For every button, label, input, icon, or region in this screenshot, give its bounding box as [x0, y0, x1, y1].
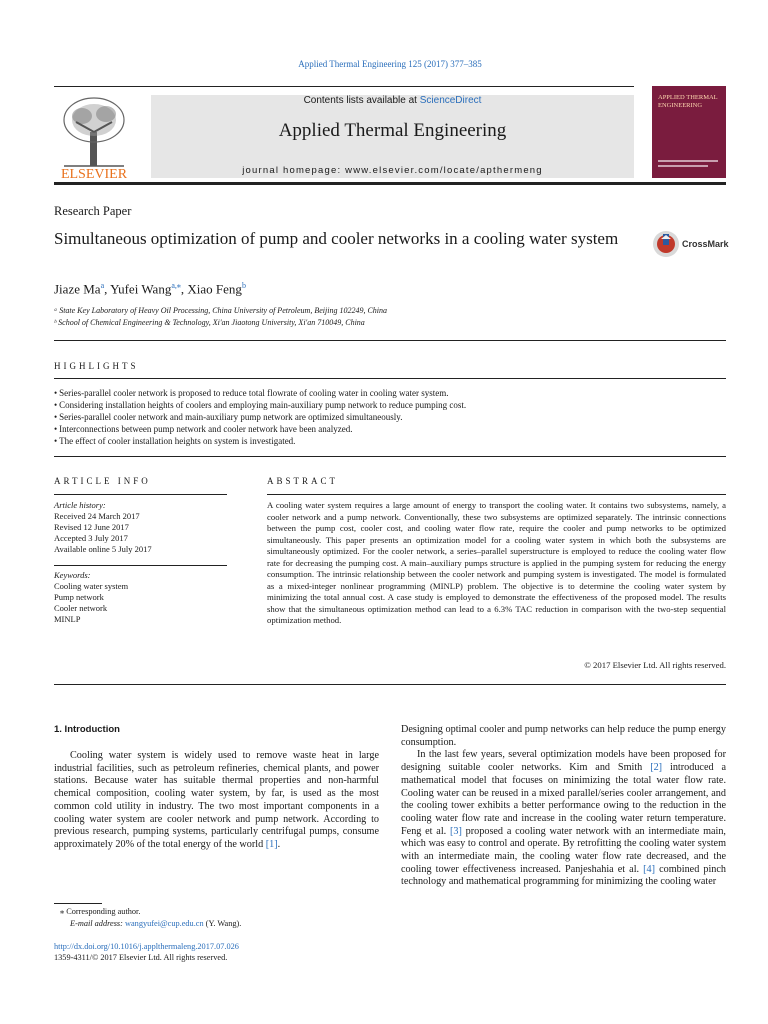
email-line [54, 918, 241, 930]
section-heading-introduction: 1. Introduction [54, 724, 120, 735]
cover-decoration [658, 165, 708, 167]
body-text: introduced a mathematical model that focuses on minimizing the total water flow rate. Cooling water can be reused in a mixed parallel/series cooler arrangement, and the cooling tower exhibits a better performance owing to the reduction in the cooling water flow rate and increase in the cooling water return temperature. Feng et al. [401, 762, 726, 837]
divider [54, 182, 726, 185]
body-paragraph [401, 749, 726, 889]
history-revised: Revised 12 June 2017 [54, 522, 129, 532]
keyword: Cooler network [54, 603, 108, 613]
author-affiliation-marker[interactable]: b [241, 281, 246, 290]
email-suffix: (Y. Wang). [203, 919, 242, 928]
abstract-text: A cooling water system requires a large amount of energy to transport the cooling water. It contains two subsystems, namely, a cooler network and a pump network. Conventionally, these two subsystems are optimized separately. The intrinsic connections between the pump cost, cooler cost, and cooling water flow rate, require the cooler and pump networks to be optimized simultaneously. This paper presents an optimization model for a cooling water system in which both the subsystems are simultaneously optimized. For the cooler network, a series–parallel superstructure is employed to reduce the cooling water flow rate for decreasing the pumping cost. A main–auxiliary pumps structure is applied in the pumping system for reducing the energy consumption. The intrinsic relationship between the cooler network and pumping system is investigated. The model is formulated as a mixed-integer nonlinear programming (MINLP) problem. The objective is to determine the cooling water system by minimizing the total annual cost. A case study is employed to demonstrate the effectiveness of the proposed model. The results show that the simultaneous optimization method can lead to a 6.3% TAC reduction in comparison with the two-step sequential optimization method. [267, 500, 726, 625]
abstract-copyright: © 2017 Elsevier Ltd. All rights reserved. [584, 660, 726, 670]
email-link[interactable]: wangyufei@cup.edu.cn [125, 919, 204, 928]
corresponding-author-note: ⁎ Corresponding author. [60, 907, 141, 916]
history-received: Received 24 March 2017 [54, 511, 140, 521]
divider [54, 378, 726, 379]
highlight-item: • Series-parallel cooler network and main-auxiliary pump network are optimized simultaneously. [54, 411, 726, 423]
author-separator: , [180, 281, 188, 297]
reference-link[interactable]: [2] [650, 762, 663, 774]
affiliation-a: ᵃ State Key Laboratory of Heavy Oil Processing, China University of Petroleum, Beijing 102249, China [54, 306, 387, 315]
footnote [54, 906, 241, 930]
doi-block [54, 941, 239, 963]
elsevier-wordmark: ELSEVIER [60, 167, 128, 180]
contents-prefix: Contents lists available at [303, 95, 420, 106]
body-paragraph [54, 750, 379, 852]
journal-homepage[interactable]: journal homepage: www.elsevier.com/locate/apthermeng [242, 165, 543, 176]
body-text: Cooling water system is widely used to remove waste heat in large industrial facilities, such as petroleum refineries, chemical plants, and power stations. Because water has suitable thermal properties and non-harmful chemical composition, cooling water system, by far, is used as the most common cold utility in industry. The two most important components in a cooling water system are cooler network and pump network. According to previous research, pumping systems, particularly centrifugal pumps, consume approximately 20% of the total energy of the world [54, 750, 379, 850]
highlights-list [54, 387, 726, 447]
author-affiliation-marker[interactable]: a,⁎ [171, 281, 181, 290]
journal-name: Applied Thermal Engineering [278, 120, 507, 141]
body-text: In the last few years, several optimization models have been proposed for designing suitable cooler networks. Kim and Smith [401, 749, 726, 774]
history-heading: Article history: [54, 500, 106, 510]
keywords-heading: Keywords: [54, 570, 91, 580]
keywords [54, 570, 227, 625]
article-info-heading: ARTICLE INFO [54, 476, 151, 486]
journal-cover-image [652, 86, 726, 178]
elsevier-logo [54, 92, 134, 180]
reference-link[interactable]: [4] [643, 863, 656, 875]
highlight-item: • The effect of cooler installation heights on system is investigated. [54, 435, 726, 447]
author-affiliation-marker[interactable]: a [100, 281, 105, 290]
divider [54, 903, 102, 904]
body-column-right [401, 724, 726, 889]
keyword: Pump network [54, 592, 104, 602]
highlight-item: • Considering installation heights of coolers and employing main-auxiliary pump network to reduce pumping cost. [54, 399, 726, 411]
highlights-heading: HIGHLIGHTS [54, 361, 139, 371]
citation-link[interactable]: Applied Thermal Engineering 125 (2017) 377–385 [298, 59, 482, 69]
email-label: E-mail address: [70, 919, 125, 928]
cover-title: APPLIED THERMAL ENGINEERING [658, 94, 718, 109]
abstract-heading: ABSTRACT [267, 476, 339, 486]
divider [54, 684, 726, 685]
article-history [54, 500, 227, 555]
sciencedirect-link[interactable]: ScienceDirect [419, 95, 482, 106]
divider [54, 456, 726, 457]
body-text: combined pinch technology and mathematical programming for minimizing the cooling water [401, 863, 726, 888]
body-text: . [277, 838, 281, 850]
author-name[interactable]: Yufei Wang [110, 281, 172, 297]
author-list [54, 281, 246, 297]
highlight-item: • Interconnections between pump network and cooler network have been analyzed. [54, 423, 726, 435]
article-title: Simultaneous optimization of pump and cooler networks in a cooling water system [54, 229, 619, 248]
contents-line [151, 95, 634, 106]
keyword: MINLP [54, 614, 81, 624]
author-name[interactable]: Jiaze Ma [54, 281, 101, 297]
crossmark-label: CrossMark [682, 239, 729, 249]
divider [54, 86, 634, 87]
highlight-item: • Series-parallel cooler network is proposed to reduce total flowrate of cooling water in cooling water system. [54, 387, 726, 399]
history-accepted: Accepted 3 July 2017 [54, 533, 128, 543]
reference-link[interactable]: [1] [265, 838, 278, 850]
divider [54, 340, 726, 341]
history-online: Available online 5 July 2017 [54, 544, 152, 554]
author-separator: , [104, 281, 111, 297]
cover-decoration [658, 160, 718, 162]
body-paragraph: Designing optimal cooler and pump networks can help reduce the pump energy consumption. [401, 724, 726, 748]
author-name[interactable]: Xiao Feng [187, 281, 242, 297]
article-type: Research Paper [54, 204, 132, 218]
divider [267, 494, 726, 495]
crossmark-icon [652, 229, 680, 259]
divider [54, 565, 227, 566]
reference-link[interactable]: [3] [450, 825, 462, 837]
doi-link[interactable]: http://dx.doi.org/10.1016/j.applthermaleng.2017.07.026 [54, 942, 239, 951]
divider [54, 494, 227, 495]
body-text: proposed a cooling water network with an intermediate main, which was easy to control and operate. By retrofitting the cooling water system with an intermediate main, the cooling water flow rate decreased, and the cooling tower effectiveness increased. Panjeshahia et al. [401, 825, 726, 875]
keyword: Cooling water system [54, 581, 129, 591]
affiliation-b: ᵇ School of Chemical Engineering & Technology, Xi'an Jiaotong University, Xi'an 710049, China [54, 318, 365, 327]
issn-line: 1359-4311/© 2017 Elsevier Ltd. All rights reserved. [54, 953, 228, 962]
